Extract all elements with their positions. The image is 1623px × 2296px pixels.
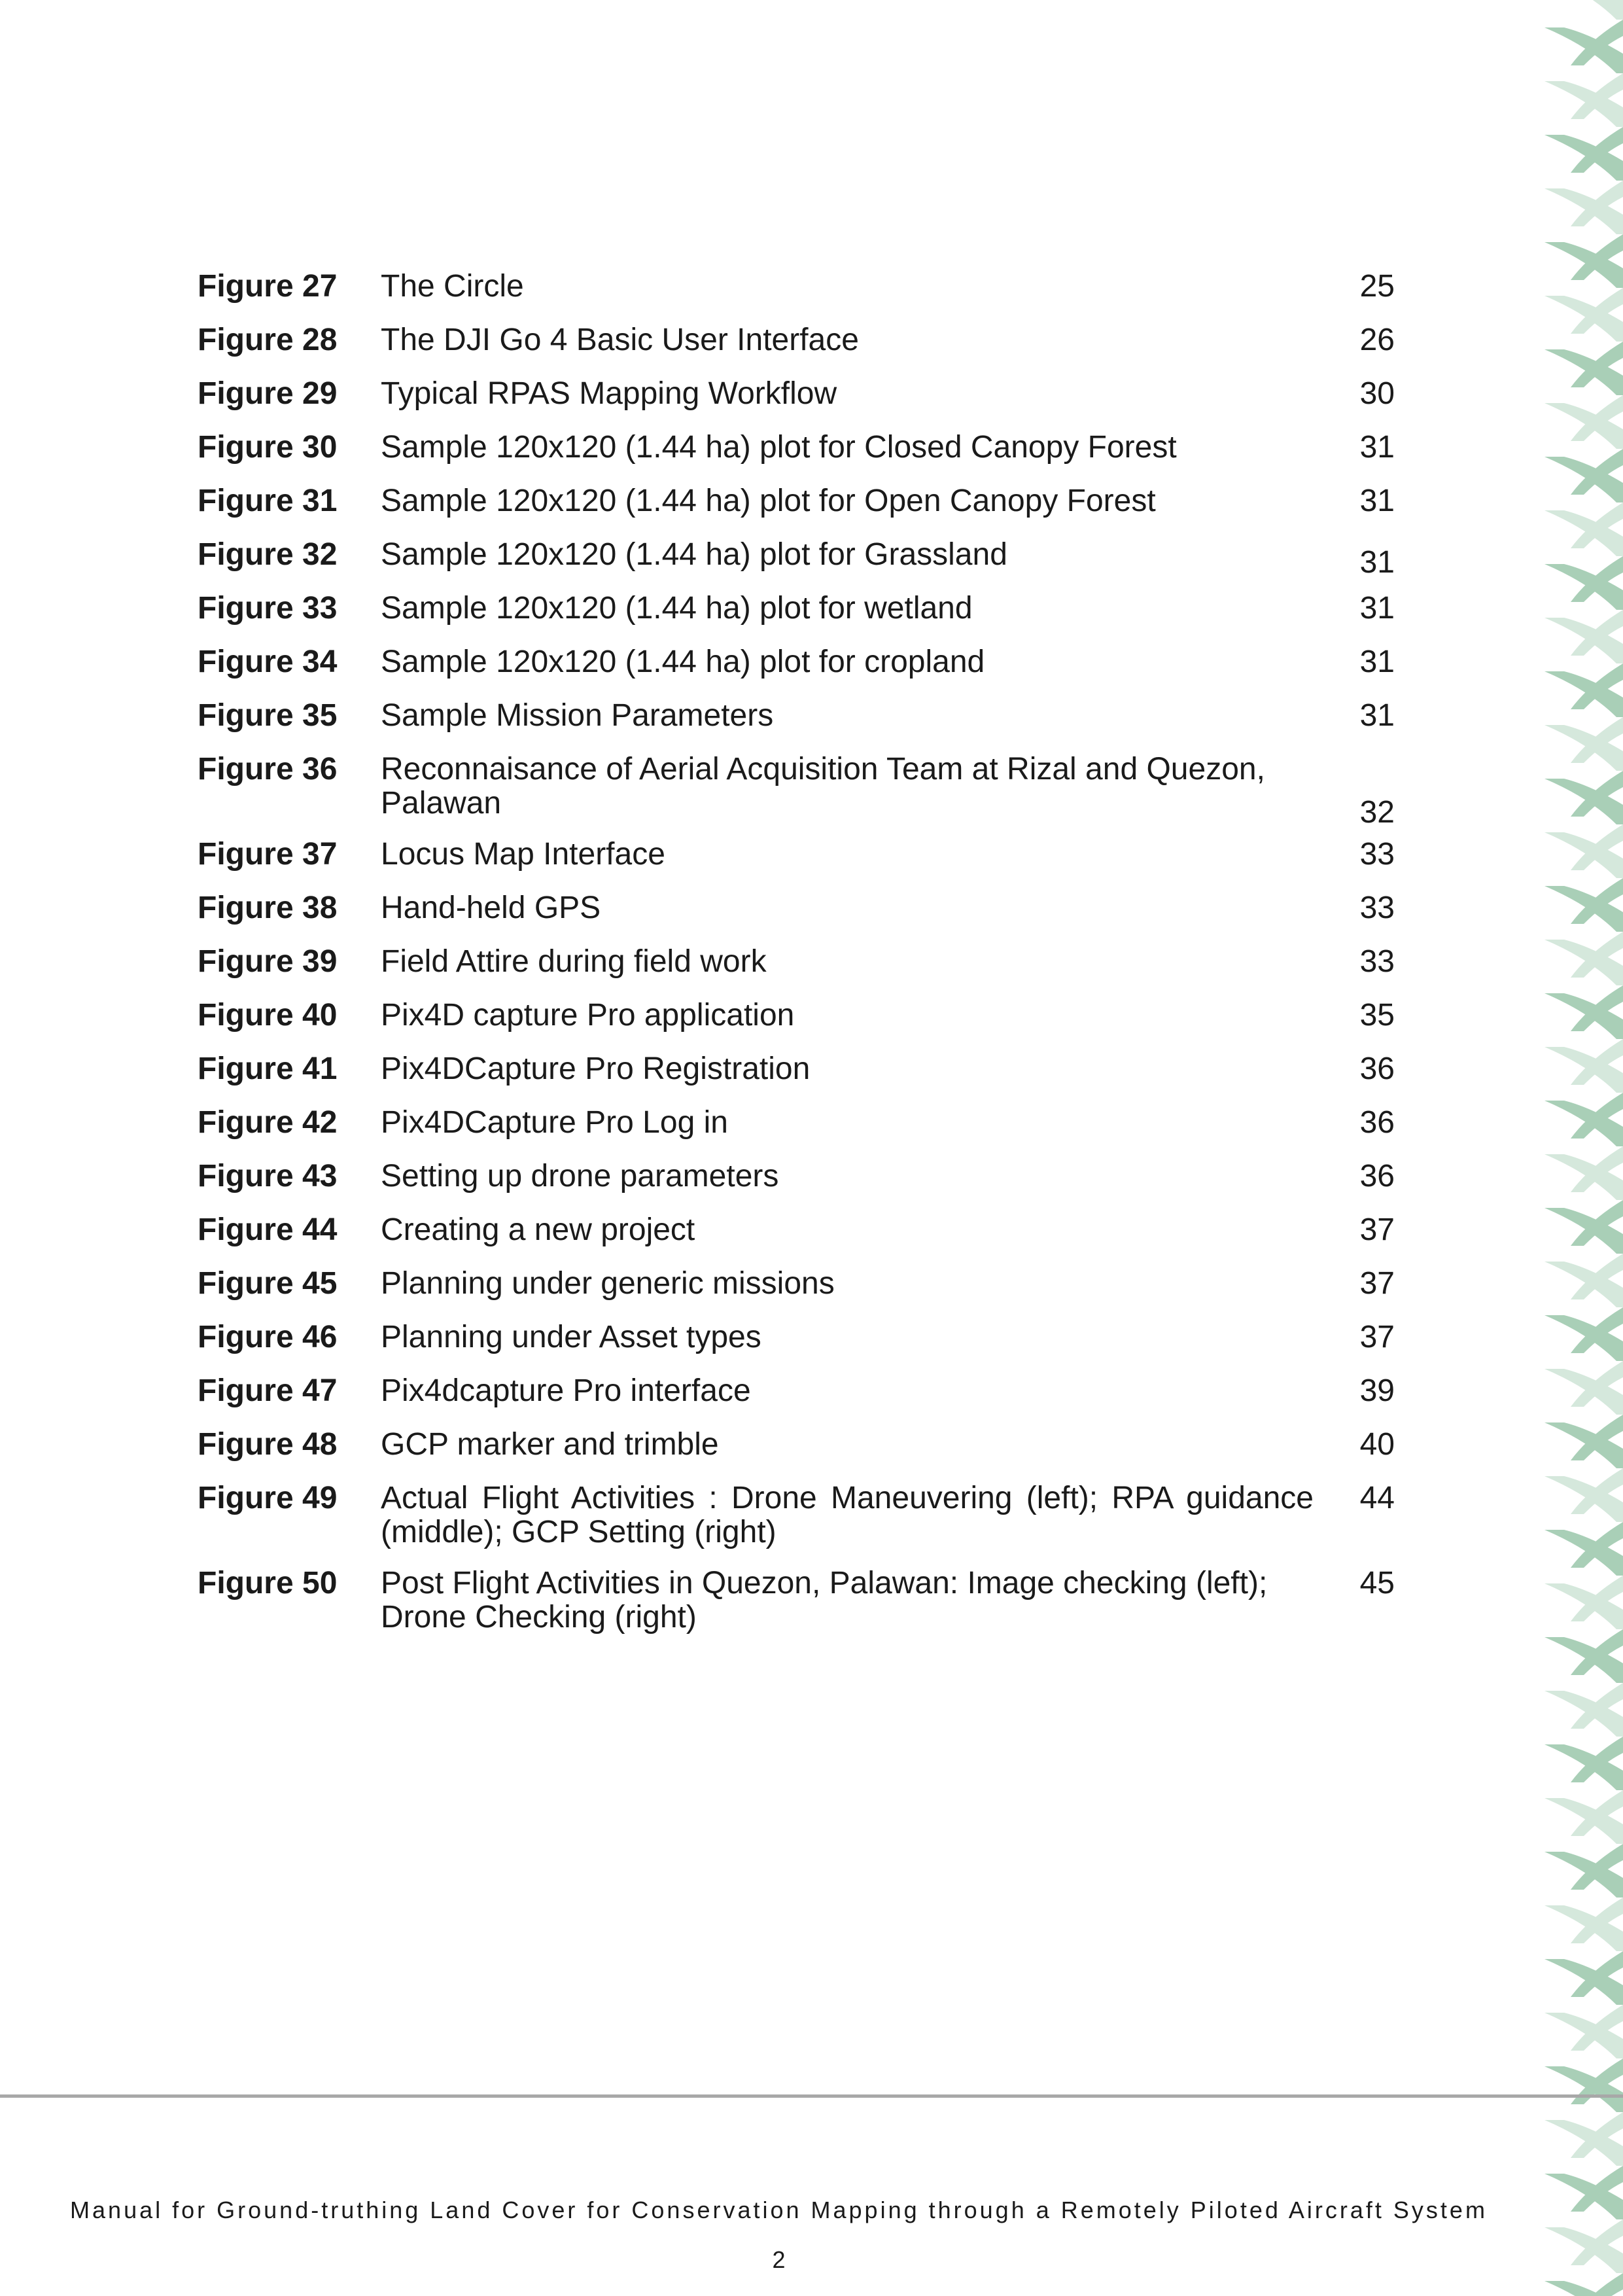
figure-page-number: 31 xyxy=(1359,484,1395,518)
figure-entry xyxy=(198,1320,1395,1354)
figure-entry xyxy=(198,945,1395,979)
figure-entry xyxy=(198,431,1395,465)
figure-entry xyxy=(198,752,1395,830)
figure-entry xyxy=(198,1374,1395,1408)
figure-title: Locus Map Interface xyxy=(381,837,665,872)
figure-title: Post Flight Activities in Quezon, Palawan: Image checking (left); Drone Checking (right) xyxy=(381,1566,1268,1634)
figure-title: Reconnaisance of Aerial Acquisition Team at Rizal and Quezon, Palawan xyxy=(381,752,1265,821)
figure-label: Figure 31 xyxy=(198,484,338,518)
figure-entry xyxy=(198,998,1395,1033)
figure-label: Figure 48 xyxy=(198,1427,338,1462)
figure-page-number: 31 xyxy=(1359,645,1395,679)
figure-title: Setting up drone parameters xyxy=(381,1159,779,1193)
figure-label: Figure 30 xyxy=(198,430,338,465)
page-number: 2 xyxy=(772,2246,786,2273)
figure-title: The DJI Go 4 Basic User Interface xyxy=(381,323,859,357)
figure-label: Figure 39 xyxy=(198,944,338,979)
figure-page-number: 37 xyxy=(1359,1266,1395,1301)
figure-entry xyxy=(198,1481,1395,1549)
figure-label: Figure 38 xyxy=(198,891,338,925)
figure-label: Figure 37 xyxy=(198,837,338,872)
figure-page-number: 36 xyxy=(1359,1051,1395,1086)
figure-page-number: 33 xyxy=(1359,891,1395,925)
figure-page-number: 36 xyxy=(1359,1105,1395,1140)
figure-title: Sample Mission Parameters xyxy=(381,698,774,733)
figure-page-number: 30 xyxy=(1359,376,1395,411)
figure-label: Figure 42 xyxy=(198,1105,338,1140)
figure-label: Figure 45 xyxy=(198,1266,338,1301)
figure-title: Pix4DCapture Pro Log in xyxy=(381,1105,728,1140)
figure-label: Figure 29 xyxy=(198,376,338,411)
figure-entry xyxy=(198,484,1395,518)
figure-title: Sample 120x120 (1.44 ha) plot for cropland xyxy=(381,645,985,679)
figure-title: Pix4DCapture Pro Registration xyxy=(381,1051,811,1086)
figure-entry xyxy=(198,699,1395,733)
figure-page-number: 36 xyxy=(1359,1159,1395,1193)
figure-page-number: 31 xyxy=(1359,591,1395,626)
list-of-figures xyxy=(198,270,1395,1651)
figure-entry xyxy=(198,1566,1395,1634)
figure-entry xyxy=(198,538,1395,580)
figure-entry xyxy=(198,1213,1395,1247)
chevron-decoration xyxy=(1544,0,1623,20)
figure-page-number: 45 xyxy=(1359,1566,1395,1600)
figure-title: Pix4dcapture Pro interface xyxy=(381,1373,751,1408)
figure-page-number: 39 xyxy=(1359,1373,1395,1408)
figure-title: Typical RPAS Mapping Workflow xyxy=(381,376,837,411)
figure-title: Sample 120x120 (1.44 ha) plot for wetland xyxy=(381,591,973,626)
figure-label: Figure 33 xyxy=(198,591,338,626)
figure-entry xyxy=(198,1106,1395,1140)
figure-page-number: 33 xyxy=(1359,944,1395,979)
figure-title: Pix4D capture Pro application xyxy=(381,998,795,1033)
figure-label: Figure 46 xyxy=(198,1320,338,1354)
figure-label: Figure 28 xyxy=(198,323,338,357)
figure-page-number: 31 xyxy=(1359,430,1395,465)
figure-entry xyxy=(198,377,1395,411)
figure-title: Planning under Asset types xyxy=(381,1320,761,1354)
figure-title: Creating a new project xyxy=(381,1212,695,1247)
figure-entry xyxy=(198,891,1395,925)
figure-title: Planning under generic missions xyxy=(381,1266,835,1301)
figure-title: Actual Flight Activities : Drone Maneuvering (left); RPA guidance (middle); GCP Setting (right) xyxy=(381,1481,1314,1549)
figure-title: GCP marker and trimble xyxy=(381,1427,719,1462)
figure-label: Figure 35 xyxy=(198,698,338,733)
figure-entry xyxy=(198,645,1395,679)
figure-label: Figure 40 xyxy=(198,998,338,1033)
footer-divider xyxy=(0,2094,1623,2098)
figure-title: Hand-held GPS xyxy=(381,891,601,925)
figure-page-number: 44 xyxy=(1359,1481,1395,1515)
figure-title: Sample 120x120 (1.44 ha) plot for Closed Canopy Forest xyxy=(381,430,1177,465)
figure-label: Figure 50 xyxy=(198,1566,338,1600)
figure-page-number: 37 xyxy=(1359,1320,1395,1354)
figure-page-number: 26 xyxy=(1359,323,1395,357)
footer-running-title: Manual for Ground-truthing Land Cover for Conservation Mapping through a Remotely Piloted Aircraft System xyxy=(70,2197,1488,2223)
figure-entry xyxy=(198,592,1395,626)
figure-label: Figure 27 xyxy=(198,269,338,304)
figure-label: Figure 43 xyxy=(198,1159,338,1193)
figure-page-number: 37 xyxy=(1359,1212,1395,1247)
figure-page-number: 40 xyxy=(1359,1427,1395,1462)
figure-label: Figure 44 xyxy=(198,1212,338,1247)
figure-label: Figure 47 xyxy=(198,1373,338,1408)
figure-page-number: 31 xyxy=(1359,698,1395,733)
figure-page-number: 31 xyxy=(1359,545,1395,580)
figure-page-number: 33 xyxy=(1359,837,1395,872)
figure-label: Figure 32 xyxy=(198,537,338,572)
figure-entry xyxy=(198,838,1395,872)
figure-label: Figure 36 xyxy=(198,752,338,786)
figure-label: Figure 34 xyxy=(198,645,338,679)
decorative-chevron-border xyxy=(1544,0,1623,2296)
figure-title: The Circle xyxy=(381,269,524,304)
figure-entry xyxy=(198,1267,1395,1301)
figure-entry xyxy=(198,1159,1395,1193)
figure-entry xyxy=(198,1052,1395,1086)
figure-title: Sample 120x120 (1.44 ha) plot for Grassland xyxy=(381,537,1007,572)
figure-entry xyxy=(198,323,1395,357)
figure-page-number: 25 xyxy=(1359,269,1395,304)
figure-page-number: 32 xyxy=(1359,795,1395,830)
figure-label: Figure 41 xyxy=(198,1051,338,1086)
figure-label: Figure 49 xyxy=(198,1481,338,1515)
figure-title: Field Attire during field work xyxy=(381,944,767,979)
figure-entry xyxy=(198,1428,1395,1462)
figure-page-number: 35 xyxy=(1359,998,1395,1033)
figure-title: Sample 120x120 (1.44 ha) plot for Open Canopy Forest xyxy=(381,484,1156,518)
figure-entry xyxy=(198,270,1395,304)
